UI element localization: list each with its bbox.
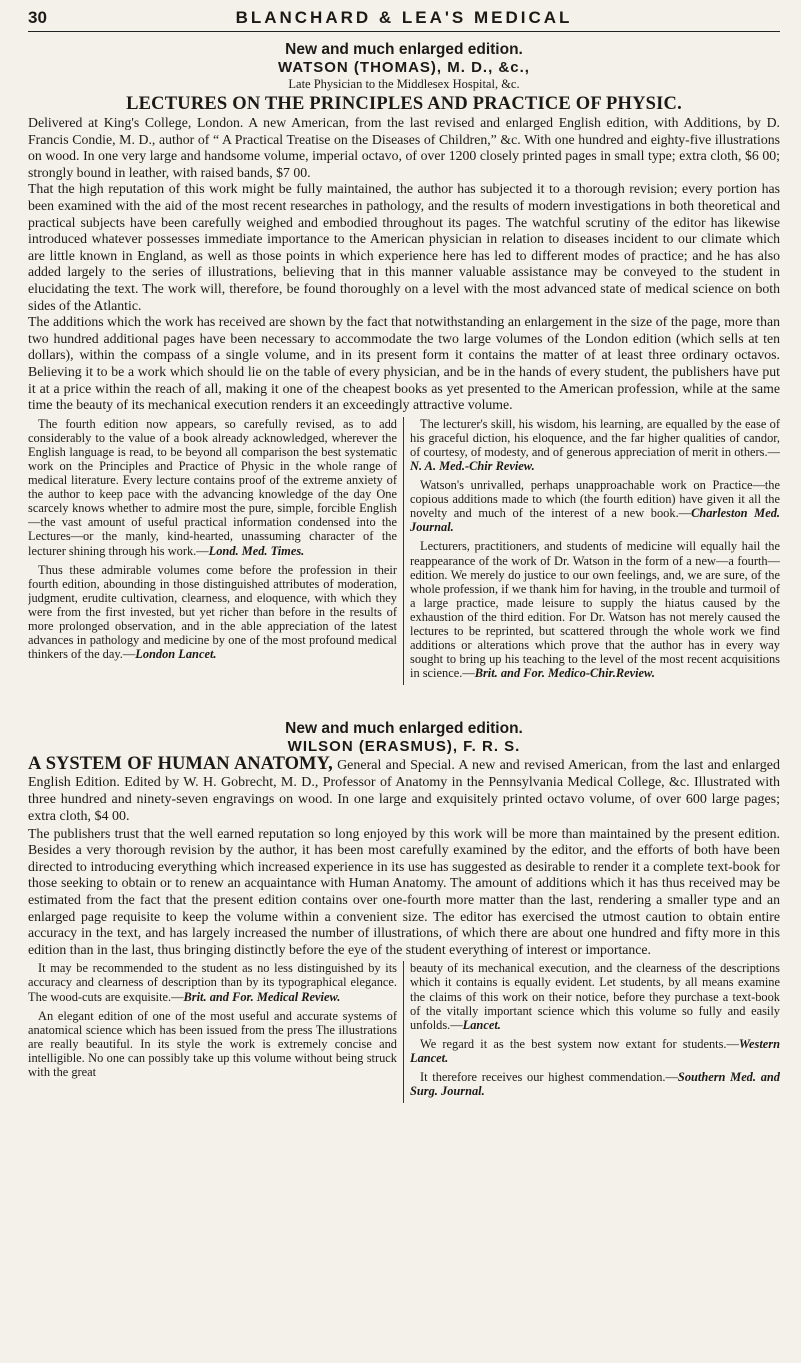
running-head-title: BLANCHARD & LEA'S MEDICAL: [235, 8, 573, 27]
review-text: The fourth edition now appears, so carefully revised, as to add considerably to the value of a book already acknowledged, wherever the English language is read, to be beyond all comparison the best systematic work on the Principles and Practice of Physic in the whole range of medical literature. Every lecture contains proof of the extreme anxiety of the author to keep pace with the advancing knowledge of the day One scarcely knows whether to admire most the pure, simple, forcible English—the vast amount of useful practical information condensed into the Lectures—or the manly, kind-hearted, unassuming character of the lecturer shining through his work.—: [28, 416, 397, 558]
review-source: Brit. and For. Medico-Chir.Review.: [474, 666, 655, 681]
review-quote: [28, 563, 397, 662]
wilson-listing: [28, 720, 780, 1103]
review-quote: [410, 417, 780, 473]
publisher-paragraph: That the high reputation of this work might be fully maintained, the author has subjected it to a thorough revision; every portion has been examined with the aid of the most recent researches in pathology, and the results of modern investigations in both theoretical and practical subjects have been carefully weighed and embodied throughout its pages. The watchful scrutiny of the editor has likewise introduced whatever possesses immediate importance to the American physician in relation to diseases incident to our climate which are little known in England, as well as those points in which experience here has led to different modes of practice; and he has also added largely to the series of illustrations, believing that in this manner valuable assistance may be conveyed to the student in elucidating the text. The work will, therefore, be found thoroughly on a level with the most advanced state of medical science on both sides of the Atlantic.: [28, 181, 780, 313]
edition-note: New and much enlarged edition.: [285, 720, 523, 738]
review-column-left: [28, 417, 404, 686]
review-source: Lancet.: [462, 1017, 501, 1032]
book-page: [28, 4, 780, 1359]
review-quote: [410, 1070, 780, 1098]
running-head: [28, 4, 780, 32]
review-quote: [410, 961, 780, 1031]
book-description: [28, 756, 780, 825]
review-column-left: [28, 961, 404, 1103]
review-source: Western Lancet.: [410, 1036, 780, 1065]
review-source: Charleston Med. Journal.: [410, 506, 780, 535]
review-column-right: [404, 417, 780, 686]
review-column-right: [404, 961, 780, 1103]
book-title: A SYSTEM OF HUMAN ANATOMY,: [28, 754, 333, 775]
book-title: LECTURES ON THE PRINCIPLES AND PRACTICE OF PHYSIC.: [126, 94, 682, 114]
review-text: beauty of its mechanical execution, and the clearness of the descriptions which it contains is equally evident. Let students, by all means examine the claims of this work on their notice, before they purchase a text-book of the vitally important science which this volume so fully and easily unfolds.—: [410, 961, 780, 1032]
edition-note: New and much enlarged edition.: [285, 41, 523, 58]
review-source: N. A. Med.-Chir Review.: [410, 458, 535, 473]
section-gap: [28, 685, 780, 711]
review-text: It may be recommended to the student as no less distinguished by its accuracy and clearness of description than by its typographical elegance. The wood-cuts are exquisite.—: [28, 961, 397, 1004]
review-source: London Lancet.: [135, 647, 217, 662]
author-name: WILSON (ERASMUS), F. R. S.: [287, 738, 521, 756]
review-text: We regard it as the best system now extant for students.—: [420, 1036, 739, 1051]
author-name: WATSON (THOMAS), M. D., &c.,: [278, 59, 530, 76]
review-quote: [410, 478, 780, 534]
publisher-paragraph: The additions which the work has received are shown by the fact that notwithstanding an enlargement in the size of the page, more than two hundred additional pages have been necessary to accommodate the two large volumes of the London edition (which sells at ten dollars), within the compass of a single volume, and in its present form it contains the matter of at least three ordinary octavos. Believing it to be a work which should lie on the table of every physician, and be in the hands of every student, the publishers have put it at a price within the reach of all, making it one of the cheapest books as yet presented to the American profession, while at the same time the beauty of its mechanical execution renders it an exceedingly attractive volume.: [28, 314, 780, 413]
review-quote: [410, 539, 780, 680]
review-quote: [28, 417, 397, 558]
review-source: Brit. and For. Medical Review.: [183, 989, 341, 1004]
review-text: An elegant edition of one of the most useful and accurate systems of anatomical science which has been issued from the press The illustrations are really beautiful. In its style the work is extremely concise and intelligible. No one can possibly take up this volume without being struck with the great: [28, 1008, 397, 1079]
review-text: It therefore receives our highest commendation.—: [420, 1069, 678, 1084]
review-source: Lond. Med. Times.: [208, 543, 305, 558]
author-credentials: Late Physician to the Middlesex Hospital, &c.: [288, 77, 520, 91]
review-columns: [28, 417, 780, 686]
watson-listing: [28, 41, 780, 685]
review-text: The lecturer's skill, his wisdom, his learning, are equalled by the ease of his graceful diction, his eloquence, and the far higher qualities of candor, of courtesy, of modesty, and of generous appreciation of merit in others.—: [410, 416, 780, 459]
book-description: Delivered at King's College, London. A new American, from the last revised and enlarged English edition, with Additions, by D. Francis Condie, M. D., author of “ A Practical Treatise on the Diseases of Children,” &c. With one hundred and eighty-five illustrations on wood. In one very large and handsome volume, imperial octavo, of over 1200 closely printed pages in small type; extra cloth, $6 00; strongly bound in leather, with raised bands, $7 00.: [28, 115, 780, 180]
review-quote: [28, 1009, 397, 1079]
review-quote: [28, 961, 397, 1003]
review-source: Southern Med. and Surg. Journal.: [410, 1069, 780, 1099]
review-text: Watson's unrivalled, perhaps unapproachable work on Practice—the copious additions made to which (the fourth edition) have given it all the novelty and much of the interest of a new book.—: [410, 478, 780, 521]
page-number: 30: [28, 8, 47, 27]
book-description-text: General and Special. A new and revised American, from the last and enlarged English Edition. Edited by W. H. Gobrecht, M. D., Professor of Anatomy in the Pennsylvania Medical College, &c. Illustrated with three hundred and ninety-seven engravings on wood. In one large and exquisitely printed octavo volume, of over 600 large pages; extra cloth, $4 00.: [28, 758, 780, 824]
review-quote: [410, 1037, 780, 1065]
review-columns: [28, 961, 780, 1103]
review-text: Thus these admirable volumes come before the profession in their fourth edition, abounding in those distinguished attributes of moderation, judgment, erudite cultivation, clearness, and eloquence, with which they were from the first invested, but yet richer than before in the results of more prolonged observation, and in the able appreciation of the latest advances in pathology and medicine by one of the most profound medical thinkers of the day.—: [28, 562, 397, 662]
publisher-paragraph: The publishers trust that the well earned reputation so long enjoyed by this work will be more than maintained by the present edition. Besides a very thorough revision by the author, it has been most carefully examined by the editor, and the efforts of both have been directed to introducing everything which increased experience in its use has suggested as desirable to render it a complete text-book for those seeking to obtain or to renew an acquaintance with Human Anatomy. The amount of additions which it has thus received may be estimated from the fact that the present edition contains over one-fourth more matter than the last, rendering a smaller type and an enlarged page requisite to keep the volume within a convenient size. The editor has exercised the utmost caution to obtain entire accuracy in the text, and has largely increased the number of illustrations, of which there are about one hundred and fifty more in this edition than in the last, thus bringing distinctly before the eye of the student everything of interest or importance.: [28, 825, 780, 957]
review-text: Lecturers, practitioners, and students of medicine will equally hail the reappearance of the work of Dr. Watson in the form of a new—a fourth—edition. We merely do justice to our own feelings, and, we are sure, of the whole profession, if we thank him for having, in the trouble and turmoil of a large practice, made leisure to supply the hiatus caused by the exhaustion of the third edition. For Dr. Watson has not merely caused the lectures to be reprinted, but scattered through the whole work we find additions or alterations which prove that the author has in every way sought to bring up his teaching to the level of the most recent acquisitions in science.—: [410, 539, 780, 681]
